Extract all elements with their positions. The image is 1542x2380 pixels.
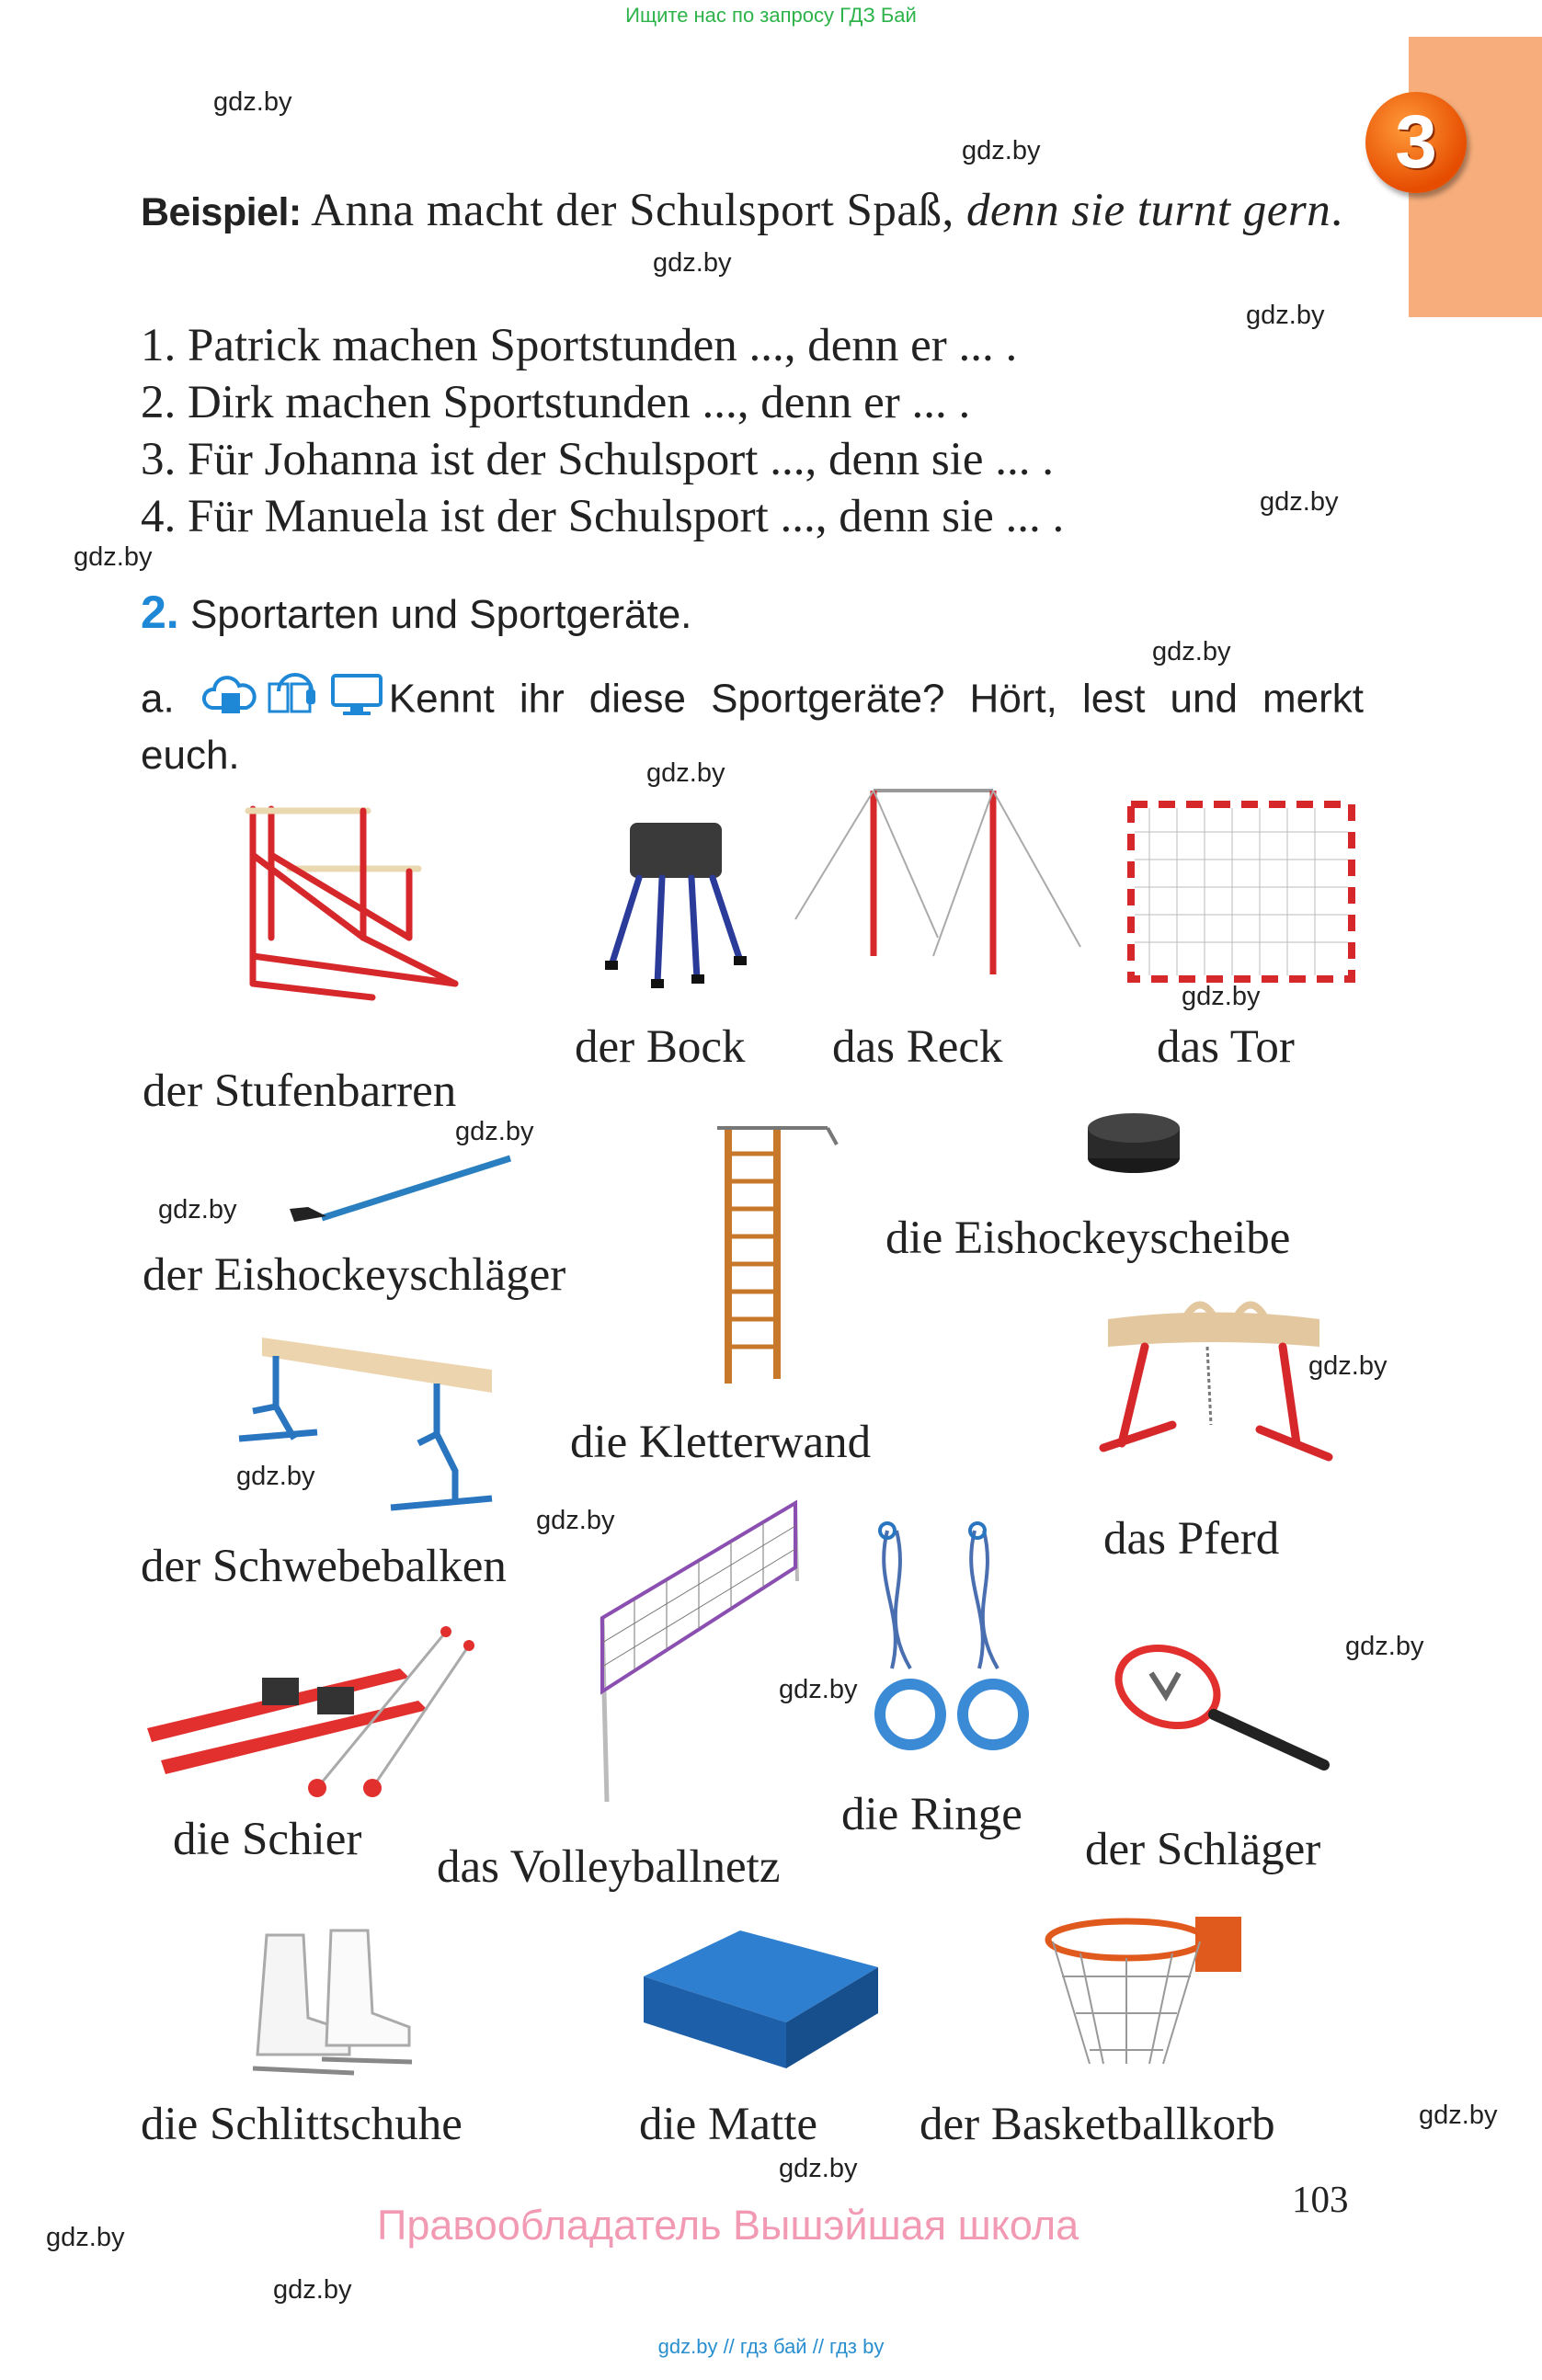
watermark: gdz.by (1152, 637, 1231, 666)
page-number: 103 (1292, 2178, 1349, 2220)
watermark: gdz.by (273, 2275, 352, 2305)
label-schlittschuhe: die Schlittschuhe (141, 2099, 463, 2150)
watermark: gdz.by (158, 1195, 237, 1224)
exercise-item: 2. Dirk machen Sportstunden ..., denn er ... . (141, 377, 971, 428)
schlaeger-image (1113, 1641, 1333, 1779)
label-stufenbarren: der Stufenbarren (143, 1065, 457, 1117)
label-tor: das Tor (1157, 1021, 1295, 1073)
watermark: gdz.by (1308, 1351, 1388, 1381)
watermark: gdz.by (1345, 1632, 1424, 1661)
watermark: gdz.by (779, 2154, 858, 2183)
task-letter: a. (141, 676, 175, 722)
exercise-list (141, 317, 1064, 545)
eishockeyscheibe-image (1083, 1108, 1184, 1177)
eishockeyschlaeger-image (285, 1154, 515, 1227)
schlittschuhe-image (248, 1926, 414, 2078)
watermark: gdz.by (962, 136, 1041, 165)
tor-image (1122, 795, 1361, 988)
label-bock: der Bock (575, 1021, 746, 1073)
kletterwand-image (717, 1117, 846, 1388)
bock-image (588, 823, 763, 997)
chapter-badge (1365, 92, 1467, 193)
exercise-item: 3. Für Johanna ist der Schulsport ..., denn sie ... . (141, 434, 1054, 485)
section-heading (141, 586, 691, 639)
reck-image (791, 772, 1085, 1002)
watermark: gdz.by (1260, 487, 1339, 517)
watermark: gdz.by (1419, 2101, 1498, 2130)
top-banner: Ищите нас по запросу ГДЗ Бай (625, 4, 917, 27)
pferd-image (1099, 1296, 1333, 1485)
basketballkorb-image (1039, 1912, 1246, 2073)
watermark: gdz.by (213, 87, 292, 117)
watermark: gdz.by (536, 1506, 615, 1535)
cloud-download-icon[interactable] (200, 673, 258, 730)
label-eishockeyschlaeger: der Eishockeyschläger (143, 1249, 566, 1301)
example-end: . (1331, 185, 1343, 236)
watermark: gdz.by (236, 1462, 315, 1491)
chapter-number: 3 (1395, 100, 1437, 184)
label-basketballkorb: der Basketballkorb (919, 2099, 1275, 2150)
copyright-notice: Правообладатель Вышэйшая школа (377, 2202, 1079, 2249)
label-volleyballnetz: das Volleyballnetz (437, 1841, 781, 1893)
matte-image (639, 1926, 883, 2073)
schwebebalken-image (234, 1333, 497, 1517)
label-kletterwand: die Kletterwand (570, 1417, 872, 1468)
example-italic: denn sie turnt gern (966, 185, 1331, 236)
label-schlaeger: der Schläger (1085, 1824, 1321, 1875)
computer-icon[interactable] (330, 673, 383, 730)
exercise-item: 4. Für Manuela ist der Schulsport ..., denn sie ... . (141, 491, 1065, 542)
task-text: Kennt ihr diese Sportgeräte? Hört, lest und merkt euch. (141, 676, 1364, 778)
example-text: Anna macht der Schulsport Spaß, (301, 185, 967, 236)
watermark: gdz.by (46, 2223, 125, 2252)
label-pferd: das Pferd (1103, 1513, 1280, 1565)
bottom-banner: gdz.by // гдз бай // гдз by (657, 2335, 885, 2358)
volleyballnetz-image (579, 1498, 800, 1806)
watermark: gdz.by (779, 1675, 858, 1704)
section-number: 2. (141, 586, 179, 638)
example-label: Beispiel: (141, 190, 302, 234)
ringe-image (869, 1521, 1034, 1756)
exercise-item: 1. Patrick machen Sportstunden ..., denn er ... . (141, 320, 1018, 371)
watermark: gdz.by (1182, 982, 1261, 1011)
watermark: gdz.by (646, 758, 725, 788)
label-schier: die Schier (173, 1814, 362, 1865)
label-matte: die Matte (639, 2099, 818, 2150)
schier-image (143, 1627, 474, 1797)
example-sentence (141, 184, 1364, 239)
label-reck: das Reck (832, 1021, 1003, 1073)
watermark: gdz.by (653, 248, 732, 278)
label-eishockeyscheibe: die Eishockeyscheibe (885, 1213, 1291, 1264)
watermark: gdz.by (1246, 301, 1325, 330)
task-instruction (141, 673, 1364, 781)
audio-book-icon[interactable] (264, 673, 325, 730)
label-schwebebalken: der Schwebebalken (141, 1541, 507, 1592)
watermark: gdz.by (455, 1117, 534, 1146)
stufenbarren-image (234, 800, 474, 1011)
watermark: gdz.by (74, 542, 153, 572)
label-ringe: die Ringe (841, 1789, 1022, 1840)
section-title: Sportarten und Sportgeräte. (189, 592, 692, 637)
